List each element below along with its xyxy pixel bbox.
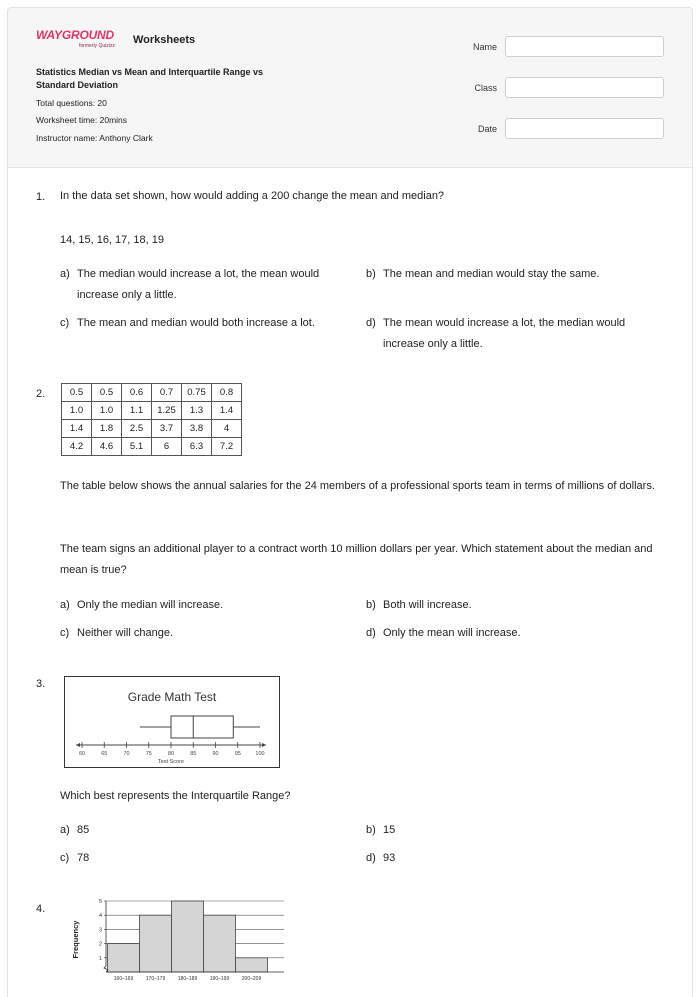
table-cell: 0.7 [152, 384, 182, 402]
option-letter: d) [366, 317, 376, 329]
tick-label: 65 [101, 751, 108, 757]
salary-table [61, 383, 242, 456]
answer-option [60, 264, 355, 306]
histogram-bar [204, 915, 236, 972]
table-cell: 5.1 [122, 438, 152, 456]
total-questions: Total questions: 20 [36, 98, 107, 108]
option-letter: d) [366, 627, 376, 639]
table-cell: 4.2 [62, 438, 92, 456]
table-cell: 1.1 [122, 402, 152, 420]
histogram-bar [140, 915, 172, 972]
date-field[interactable] [505, 118, 664, 139]
tick-label: 80 [167, 751, 175, 757]
y-axis-label: Frequency [71, 920, 80, 959]
option-text: The mean would increase a lot, the median would increase only a little. [383, 317, 626, 350]
answer-option [60, 595, 223, 616]
worksheet-page [7, 7, 693, 997]
table-row [62, 420, 242, 438]
class-field[interactable] [505, 77, 664, 98]
option-text: 93 [383, 852, 396, 864]
logo-text: WAYGROUND [36, 28, 114, 42]
tick-label: 85 [190, 751, 197, 757]
x-axis-label: Test Score [158, 759, 184, 765]
option-letter: b) [366, 824, 376, 836]
x-tick-label: 200–209 [241, 976, 262, 982]
worksheet-time: Worksheet time: 20mins [36, 115, 128, 125]
answer-option [60, 623, 173, 644]
option-text: The median would increase a lot, the mean would increase only a little. [77, 268, 320, 301]
question-number: 4. [36, 903, 46, 915]
histogram-chart [60, 897, 286, 992]
table-cell: 4 [212, 420, 242, 438]
tick-label: 100 [255, 751, 265, 757]
table-cell: 1.4 [62, 420, 92, 438]
option-text: The mean and median would stay the same. [383, 268, 600, 280]
option-text: Both will increase. [383, 599, 472, 611]
option-text: Only the mean will increase. [383, 627, 521, 639]
option-letter: b) [366, 599, 376, 611]
option-letter: c) [60, 852, 70, 864]
tick-label: 75 [145, 751, 152, 757]
option-text: 15 [383, 824, 396, 836]
y-tick-label: 1 [98, 955, 102, 962]
answer-option [366, 313, 666, 355]
answer-option [366, 623, 521, 644]
table-cell: 0.6 [122, 384, 152, 402]
table-row [62, 402, 242, 420]
option-letter: b) [366, 268, 376, 280]
name-field[interactable] [505, 36, 664, 57]
y-tick-label: 2 [98, 941, 102, 948]
answer-option [60, 820, 89, 841]
y-tick-label: 5 [98, 899, 102, 905]
x-tick-label: 170–179 [145, 976, 166, 982]
answer-option [60, 313, 355, 334]
table-cell: 0.5 [62, 384, 92, 402]
worksheet-header [8, 8, 692, 168]
table-cell: 6.3 [182, 438, 212, 456]
table-cell: 0.8 [212, 384, 242, 402]
answer-option [60, 848, 89, 869]
boxplot-chart [64, 676, 280, 768]
y-tick-label: 3 [98, 927, 102, 934]
histogram-bar [108, 944, 140, 972]
question-number: 3. [36, 678, 46, 690]
option-text: Neither will change. [77, 627, 173, 639]
question-number: 2. [36, 388, 46, 400]
table-cell: 3.8 [182, 420, 212, 438]
worksheet-title: Statistics Median vs Mean and Interquartile Range vs Standard Deviation [36, 67, 264, 90]
iqr-box [171, 716, 233, 738]
table-cell: 6 [152, 438, 182, 456]
table-cell: 0.75 [182, 384, 212, 402]
y-tick-label: 4 [98, 913, 102, 920]
option-text: Only the median will increase. [77, 599, 224, 611]
x-tick-label: 160–169 [113, 976, 134, 982]
table-row [62, 384, 242, 402]
table-cell: 1.8 [92, 420, 122, 438]
name-label: Name [472, 42, 497, 52]
option-text: The mean and median would both increase a lot. [77, 317, 315, 329]
option-letter: c) [60, 627, 70, 639]
option-letter: a) [60, 599, 70, 611]
table-cell: 7.2 [212, 438, 242, 456]
table-cell: 1.0 [62, 402, 92, 420]
tick-label: 90 [212, 751, 219, 757]
class-label: Class [474, 83, 497, 93]
option-letter: c) [60, 317, 70, 329]
question-prompt: The table below shows the annual salaries for the 24 members of a professional sports team in terms of millions of dollars. [60, 480, 655, 492]
tick-label: 70 [123, 751, 130, 757]
question-prompt: In the data set shown, how would adding a 200 change the mean and median? [60, 190, 445, 202]
table-cell: 3.7 [152, 420, 182, 438]
wayground-logo [36, 28, 136, 58]
worksheets-label: Worksheets [133, 34, 196, 46]
histogram-bar [172, 901, 204, 972]
question-prompt-continued: The team signs an additional player to a contract worth 10 million dollars per year. Which statement about the median and mean is true? [60, 543, 653, 576]
histogram-bar [236, 958, 268, 972]
table-cell: 1.3 [182, 402, 212, 420]
answer-option [366, 820, 395, 841]
option-letter: d) [366, 852, 376, 864]
x-tick-label: 180–189 [177, 976, 198, 982]
option-letter: a) [60, 268, 70, 280]
option-text: 78 [77, 852, 90, 864]
option-text: 85 [77, 824, 90, 836]
date-label: Date [477, 124, 497, 134]
table-cell: 2.5 [122, 420, 152, 438]
question-number: 1. [36, 191, 46, 203]
chart-title: Grade Math Test [127, 690, 217, 704]
instructor-name: Instructor name: Anthony Clark [36, 133, 153, 143]
question-prompt: Which best represents the Interquartile Range? [60, 790, 291, 802]
tick-label: 95 [234, 751, 241, 757]
logo-subtext: formerly Quizizz [79, 43, 115, 49]
table-cell: 1.25 [152, 402, 182, 420]
x-tick-label: 190–199 [209, 976, 230, 982]
table-cell: 1.0 [92, 402, 122, 420]
table-cell: 0.5 [92, 384, 122, 402]
question-data-line: 14, 15, 16, 17, 18, 19 [60, 234, 164, 246]
option-letter: a) [60, 824, 70, 836]
answer-option [366, 848, 395, 869]
table-row [62, 438, 242, 456]
table-cell: 1.4 [212, 402, 242, 420]
table-cell: 4.6 [92, 438, 122, 456]
answer-option [366, 595, 472, 616]
answer-option [366, 264, 666, 285]
tick-label: 60 [78, 751, 86, 757]
